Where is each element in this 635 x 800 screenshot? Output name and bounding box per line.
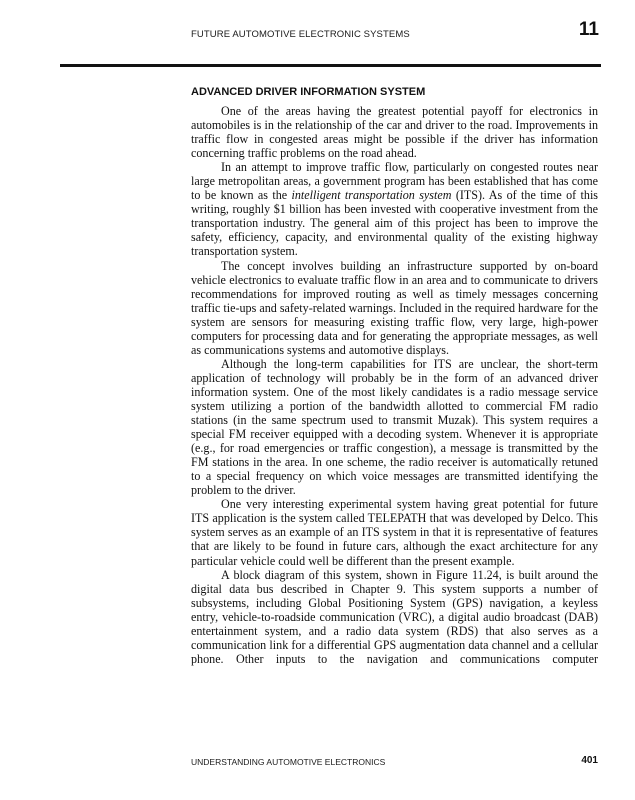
paragraph: A block diagram of this system, shown in Figure 11.24, is built around the digital data bus described in Chapter 9. This system supports a number of subsystems, including Global Positioning System (GPS) navigation, a keyless entry, vehicle-to-roadside communication (VRC), a digital audio broadcast (DAB) entertainment system, and a radio data system (RDS) that also serves as a communication link for a differential GPS augmentation data channel and a cellular phone. Other inputs to the navigation and communications computer xyxy=(191,567,598,666)
paragraph: One very interesting experimental system having great potential for future ITS application is the system called TELEPATH that was developed by Delco. This system serves as an example of an ITS system in that it is representative of features that are likely to be found in future cars, although the exact architecture for any particular vehicle could well be different than the present example. xyxy=(191,497,598,568)
paragraph: Although the long-term capabilities for ITS are unclear, the short-term application of technology will probably be in the form of an advanced driver information system. One of the most likely candidates is a radio message service system utilizing a portion of the bandwidth allotted to commercial FM radio stations (in the same spectrum used to transmit Muzak). This system requires a special FM receiver equipped with a decoding system. Whenever it is appropriate (e.g., for road emergencies or traffic congestion), a message is transmitted by the FM stations in the area. In one scheme, the radio receiver is automatically retuned to a special frequency on which voice messages are transmitted identifying the problem to the driver. xyxy=(191,356,598,498)
paragraph xyxy=(191,160,598,258)
header-rule xyxy=(60,64,601,67)
running-header-title: FUTURE AUTOMOTIVE ELECTRONIC SYSTEMS xyxy=(191,29,410,40)
paragraph: The concept involves building an infrastructure supported by on-board vehicle electronics to evaluate traffic flow in an area and to communicate to drivers recommendations for improved routing as well as timely messages concerning traffic tie-ups and safety-related warnings. Included in the required hardware for the system are sensors for measuring existing traffic flow, very large, high-power computers for processing data and for generating the appropriate messages, as well as communications systems and automotive displays. xyxy=(191,258,598,357)
paragraph: One of the areas having the greatest potential payoff for electronics in automobiles is in the relationship of the car and driver to the road. Improvements in traffic flow in congested areas might be possible if the driver has information concerning traffic problems on the road ahead. xyxy=(191,104,598,161)
paragraph-text: In an attempt to improve traffic flow, particularly on congested routes near large metropolitan areas, a government program has been established that has come to be known as the xyxy=(191,160,598,203)
footer-page-number: 401 xyxy=(581,755,598,766)
footer-book-title: UNDERSTANDING AUTOMOTIVE ELECTRONICS xyxy=(191,757,386,767)
chapter-number: 11 xyxy=(578,19,599,40)
paragraph-text: (ITS). As of the time of this writing, roughly $1 billion has been invested with cooperative investment from the transportation industry. The general aim of this project has been to improve the safety, efficiency, capacity, and environmental quality of the existing highway transportation system. xyxy=(191,188,599,259)
body-text xyxy=(191,104,598,666)
section-heading: ADVANCED DRIVER INFORMATION SYSTEM xyxy=(191,86,426,98)
emphasis-term: intelligent transportation system xyxy=(291,188,452,203)
